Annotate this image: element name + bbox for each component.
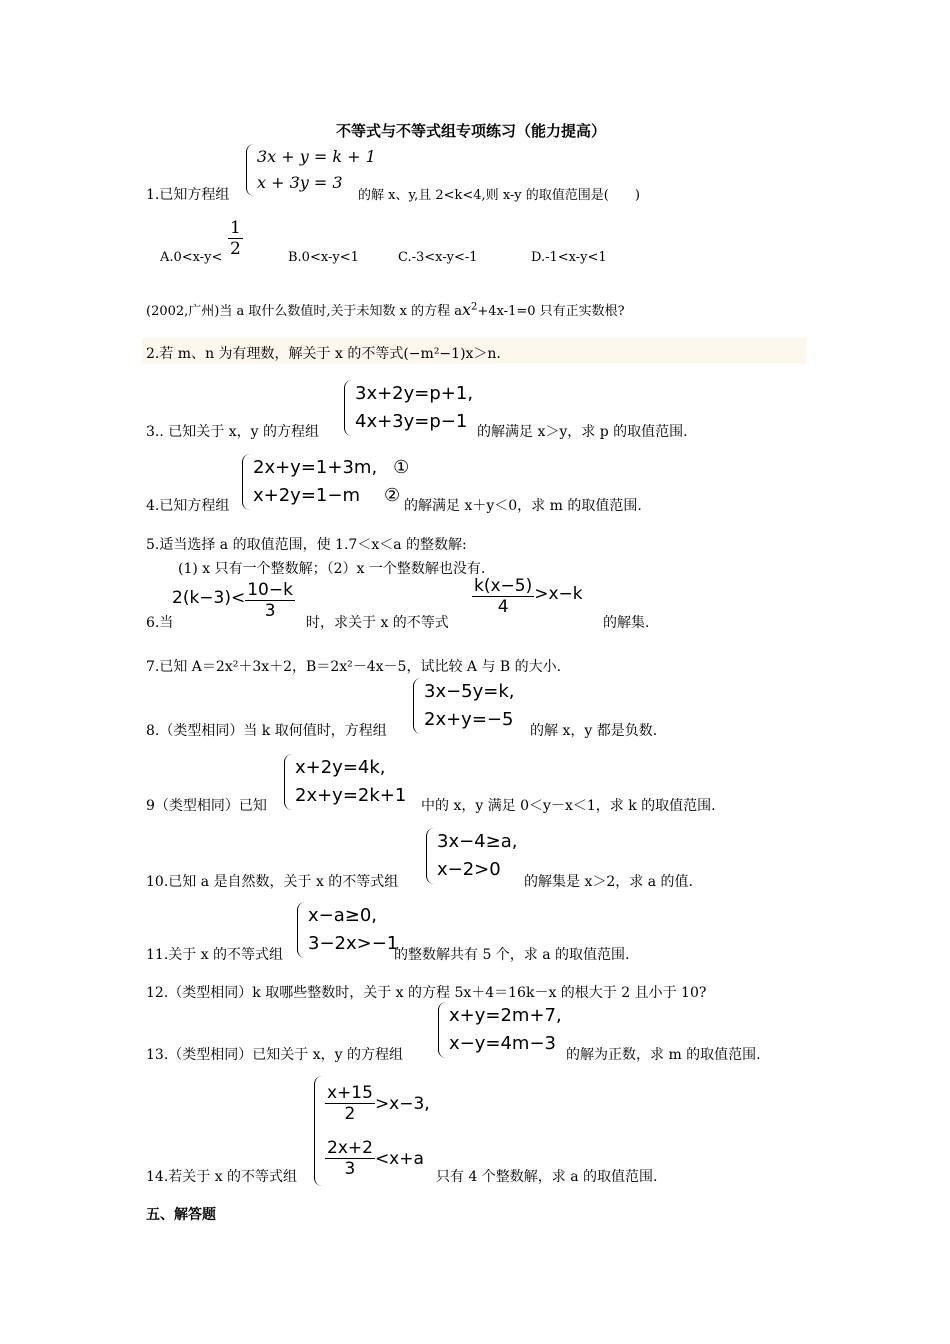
q8-equation-system: [413, 678, 515, 734]
q1-option-c: C.-3<x-y<-1: [398, 250, 478, 265]
q9-label: 9（类型相同）已知: [146, 798, 267, 814]
q14-text: 只有 4 个整数解，求 a 的取值范围.: [436, 1169, 658, 1185]
q11-text: 的整数解共有 5 个，求 a 的取值范围.: [394, 947, 630, 963]
q-extra-text2: +4x-1=0 只有正实数根?: [477, 304, 625, 319]
q9-text: 中的 x，y 满足 0＜y－x＜1，求 k 的取值范围.: [421, 798, 716, 814]
q1-label: 1.已知方程组: [146, 187, 230, 203]
q10-eq1: 3x−4≥a,: [437, 831, 518, 852]
frac-den: 3: [344, 1159, 356, 1179]
q4-mark1: ①: [393, 457, 410, 478]
q1-option-a: A.0<x-y<: [160, 250, 223, 265]
q2-text: 2.若 m、n 为有理数，解关于 x 的不等式(−m²−1)x＞n.: [146, 346, 501, 362]
q3-text: 的解满足 x＞y，求 p 的取值范围.: [477, 424, 688, 440]
q14-fraction-2: [325, 1138, 375, 1179]
q6-condition: [172, 580, 295, 621]
q5-text: 5.适当选择 a 的取值范围，使 1.7＜x＜a 的整数解:: [146, 537, 467, 553]
q13-eq1: x+y=2m+7,: [449, 1005, 562, 1026]
q8-label: 8.（类型相同）当 k 取何值时，方程组: [146, 723, 387, 739]
q10-equation-system: [426, 828, 517, 884]
q1-option-a-fraction: [228, 218, 243, 259]
frac-num: 1: [230, 218, 241, 238]
brace: [314, 1076, 323, 1186]
q6-rhs: >x−k: [534, 583, 583, 604]
brace: [284, 754, 293, 810]
q1-option-d: D.-1<x-y<1: [531, 250, 607, 265]
q4-mark2: ②: [384, 485, 401, 506]
q13-label: 13.（类型相同）已知关于 x，y 的方程组: [146, 1047, 403, 1063]
brace: [426, 828, 435, 884]
q11-label: 11.关于 x 的不等式组: [146, 947, 284, 963]
q8-text: 的解 x，y 都是负数.: [530, 723, 658, 739]
q8-eq2: 2x+y=−5: [424, 709, 514, 730]
q3-equation-system: [344, 380, 473, 436]
q5-sub: (1) x 只有一个整数解；（2）x 一个整数解也没有.: [178, 561, 486, 577]
q4-eq1: [253, 455, 409, 481]
frac-den: 3: [264, 601, 276, 621]
q14-inequality-system: [314, 1076, 430, 1186]
q4-eq2-text: x+2y=1−m: [253, 485, 360, 506]
q6-fraction-1: [245, 580, 295, 621]
brace: [246, 144, 255, 196]
brace: [413, 678, 422, 734]
brace: [438, 1002, 447, 1058]
frac-num: x+15: [327, 1083, 373, 1103]
q14-fraction-1: [325, 1083, 375, 1124]
q13-eq2: x−y=4m−3: [449, 1033, 556, 1054]
q11-equation-system: [297, 902, 398, 958]
q4-equation-system: [242, 454, 409, 510]
q3-eq2: 4x+3y=p−1: [355, 411, 468, 432]
q14-rest1: >x−3,: [374, 1093, 430, 1114]
q14-row1: [325, 1083, 430, 1124]
q-extra-base: x: [462, 300, 472, 319]
q9-equation-system: [284, 754, 406, 810]
q12-text: 12.（类型相同）k 取哪些整数时，关于 x 的方程 5x＋4＝16k－x 的根大于 2 且小于 10?: [146, 985, 707, 1001]
q7-text: 7.已知 A＝2x²＋3x＋2，B＝2x²－4x－5，试比较 A 与 B 的大小.: [146, 659, 562, 675]
q1-eq2: x + 3y = 3: [257, 173, 343, 192]
q3-label: 3.. 已知关于 x，y 的方程组: [146, 424, 319, 440]
q11-eq1: x−a≥0,: [308, 905, 378, 926]
q1-equation-system: [246, 144, 376, 196]
q10-label: 10.已知 a 是自然数，关于 x 的不等式组: [146, 874, 399, 890]
q4-label: 4.已知方程组: [146, 498, 230, 514]
q13-text: 的解为正数，求 m 的取值范围.: [566, 1047, 761, 1063]
q-extra-sup: 2: [471, 301, 478, 313]
frac-num: 2x+2: [327, 1138, 373, 1158]
q6-fraction-2: [472, 576, 534, 617]
q4-eq2: [253, 483, 409, 509]
section-5-heading: 五、解答题: [146, 1207, 216, 1223]
brace: [242, 454, 251, 510]
q10-text: 的解集是 x＞2，求 a 的值.: [524, 874, 693, 890]
q-extra-text1: (2002,广州)当 a 取什么数值时,关于未知数 x 的方程 a: [146, 304, 462, 319]
frac-den: 4: [497, 597, 509, 617]
q13-equation-system: [438, 1002, 562, 1058]
q6-text: 的解集.: [603, 615, 650, 631]
q6-mid: 时，求关于 x 的不等式: [306, 615, 449, 631]
q3-eq1: 3x+2y=p+1,: [355, 383, 474, 404]
q11-eq2: 3−2x>−1: [308, 933, 399, 954]
q1-option-b: B.0<x-y<1: [288, 250, 359, 265]
q1-text: 的解 x、y,且 2<k<4,则 x-y 的取值范围是( ): [358, 188, 640, 203]
q4-text: 的解满足 x＋y＜0，求 m 的取值范围.: [404, 498, 642, 514]
q6-label: 6.当: [146, 615, 174, 631]
brace: [297, 902, 306, 958]
q10-eq2: x−2>0: [437, 859, 501, 880]
q9-eq1: x+2y=4k,: [295, 757, 386, 778]
q4-eq1-text: 2x+y=1+3m,: [253, 457, 378, 478]
q6-inequality: [472, 576, 583, 617]
q8-eq1: 3x−5y=k,: [424, 681, 515, 702]
q9-eq2: 2x+y=2k+1: [295, 785, 407, 806]
page-title: 不等式与不等式组专项练习（能力提高）: [336, 122, 607, 140]
brace: [344, 380, 353, 436]
q1-eq1: 3x + y = k + 1: [257, 147, 376, 166]
frac-num: k(x−5): [474, 576, 533, 596]
frac-num: 10−k: [247, 580, 293, 600]
q6-lhs: 2(k−3)<: [172, 587, 246, 608]
q14-row2: [325, 1138, 430, 1179]
q14-label: 14.若关于 x 的不等式组: [146, 1169, 298, 1185]
q-extra: [146, 300, 625, 319]
frac-den: 2: [344, 1104, 356, 1124]
frac-den: 2: [230, 239, 241, 259]
q14-rest2: <x+a: [374, 1148, 424, 1169]
